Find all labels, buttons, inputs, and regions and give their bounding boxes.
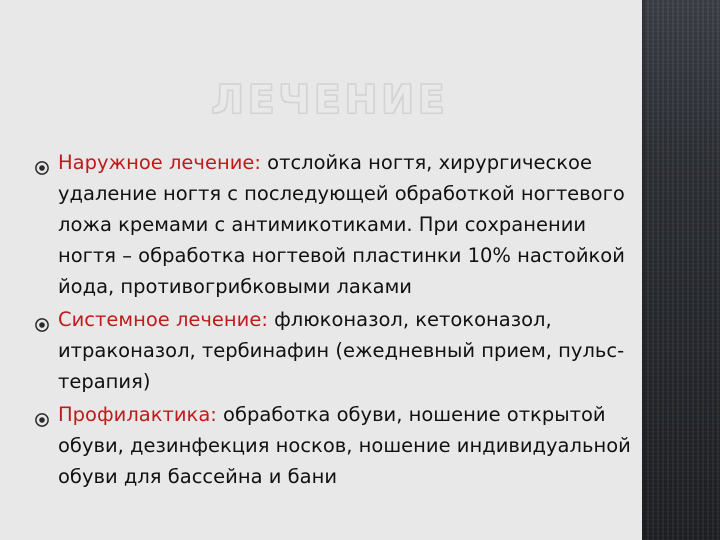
bullet-item-prevention: [34, 399, 634, 492]
slide-title: ЛЕЧЕНИЕ: [211, 78, 449, 123]
bullet-item-external-treatment: [34, 147, 634, 302]
circle-bullet-icon: [34, 154, 50, 170]
circle-bullet-icon: [34, 406, 50, 422]
bullet-list: [34, 147, 634, 492]
bullet-text-external: отслойка ногтя, хирургическое удаление ногтя с последующей обработкой ногтевого ложа кремами с антимикотиками. При сохранении ногтя – обработка ногтевой пластинки 10% настойкой йода, противогрибковыми лаками: [58, 151, 625, 298]
bullet-text-systemic: флюконазол, кетоконазол, итраконазол, тербинафин (ежедневный прием, пульс-терапия): [58, 308, 625, 393]
bullet-lead-prevention: Профилактика:: [58, 403, 217, 426]
bullet-lead-external: Наружное лечение:: [58, 151, 261, 174]
circle-bullet-icon: [34, 311, 50, 327]
bullet-lead-systemic: Системное лечение:: [58, 308, 268, 331]
bullet-text-prevention: обработка обуви, ношение открытой обуви, дезинфекция носков, ношение индивидуальной обуви для бассейна и бани: [58, 403, 631, 488]
bullet-item-systemic-treatment: [34, 304, 634, 397]
